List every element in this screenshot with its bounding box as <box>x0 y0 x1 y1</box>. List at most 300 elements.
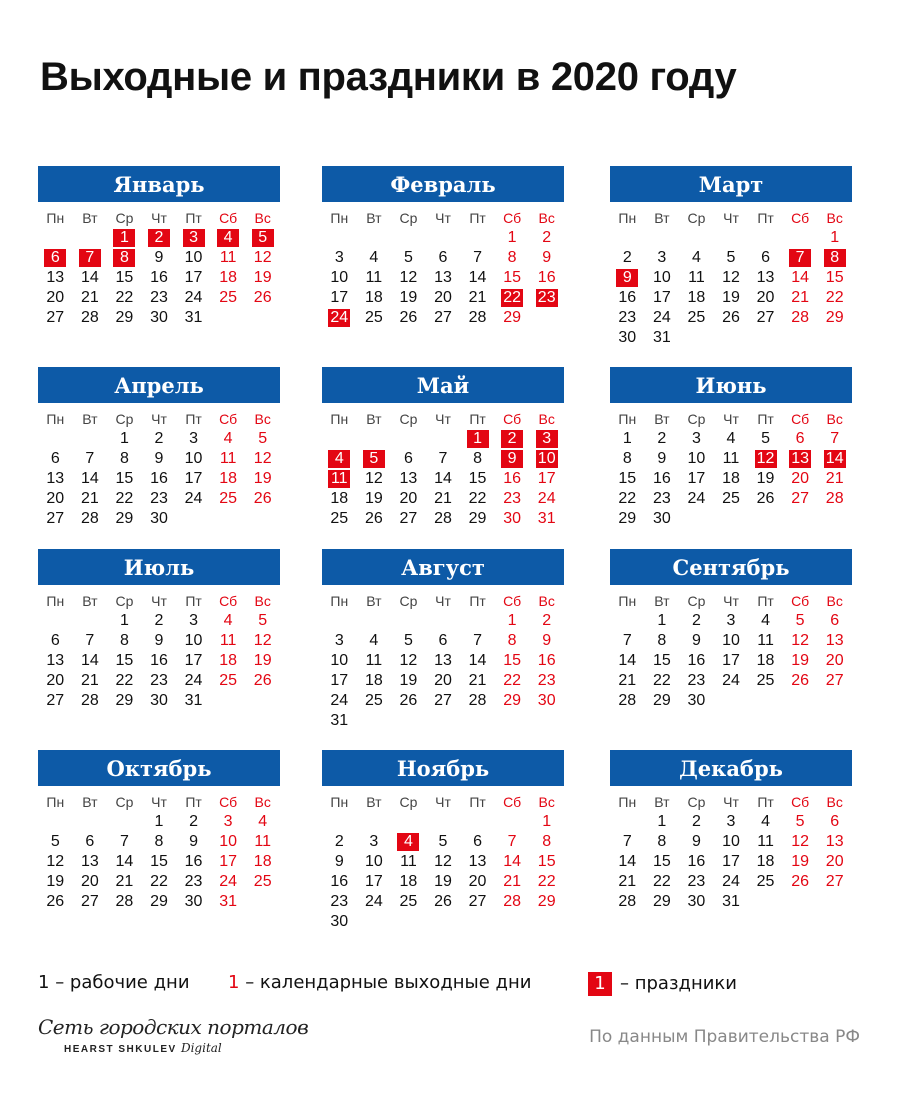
day-number: 18 <box>756 853 775 870</box>
day-number: 21 <box>80 289 99 306</box>
day-number: 19 <box>434 873 452 890</box>
weekend-day <box>817 288 852 308</box>
day-number: 6 <box>830 612 840 629</box>
day-number: 24 <box>184 490 203 507</box>
work-day <box>679 449 714 469</box>
day-number: 15 <box>652 853 671 870</box>
weekday-row <box>38 591 280 611</box>
day-number: 17 <box>722 853 740 870</box>
day-number: 27 <box>80 893 99 910</box>
holiday-day <box>245 228 280 248</box>
weekday-label: Пт <box>185 210 202 226</box>
day-number: 2 <box>501 430 523 448</box>
work-day <box>107 449 142 469</box>
logo-line2-suffix: Digital <box>180 1041 222 1055</box>
day-number: 31 <box>184 309 203 326</box>
work-day <box>426 691 461 711</box>
day-number: 13 <box>434 269 452 286</box>
day-number: 22 <box>652 672 671 689</box>
work-day <box>107 489 142 509</box>
day-number: 12 <box>253 632 272 649</box>
month-block <box>38 367 280 529</box>
work-day <box>142 892 177 912</box>
day-number: 8 <box>542 833 552 850</box>
day-number: 13 <box>46 470 65 487</box>
day-number: 11 <box>328 470 350 488</box>
legend-weekend <box>228 972 531 993</box>
work-day <box>142 489 177 509</box>
day-number: 26 <box>253 289 272 306</box>
work-day <box>357 832 392 852</box>
day-number: 15 <box>537 853 556 870</box>
work-day <box>460 892 495 912</box>
day-number: 17 <box>652 289 671 306</box>
weekend-day <box>495 631 530 651</box>
work-day <box>714 832 749 852</box>
work-day <box>176 651 211 671</box>
weekend-day <box>245 832 280 852</box>
day-number: 13 <box>46 269 65 286</box>
work-day <box>460 248 495 268</box>
weekday-label: Вт <box>82 794 98 810</box>
day-number: 30 <box>652 510 671 527</box>
work-day <box>679 691 714 711</box>
work-day <box>391 509 426 529</box>
work-day <box>357 852 392 872</box>
day-number: 27 <box>399 510 418 527</box>
holiday-day <box>322 308 357 328</box>
weekday-row <box>322 409 564 429</box>
day-number: 6 <box>438 249 448 266</box>
day-number: 4 <box>726 430 736 447</box>
weekend-day <box>783 489 818 509</box>
weekend-day <box>817 852 852 872</box>
month-block <box>322 750 564 932</box>
weekday-label: Вт <box>654 794 670 810</box>
weekend-day <box>211 892 246 912</box>
day-number: 17 <box>184 470 203 487</box>
day-number: 26 <box>791 873 810 890</box>
day-number: 24 <box>328 309 350 327</box>
work-day <box>679 651 714 671</box>
work-day <box>322 691 357 711</box>
work-day <box>426 268 461 288</box>
work-day <box>38 872 73 892</box>
weekday-label: Вт <box>82 411 98 427</box>
empty-cell <box>73 429 108 449</box>
day-number: 2 <box>334 833 344 850</box>
days-grid <box>322 429 564 529</box>
work-day <box>645 832 680 852</box>
day-number: 10 <box>364 853 383 870</box>
day-number: 21 <box>115 873 134 890</box>
day-number: 4 <box>761 612 771 629</box>
logo-line2-main: HEARST SHKULEV <box>64 1044 177 1055</box>
day-number: 17 <box>330 672 349 689</box>
work-day <box>73 308 108 328</box>
day-number: 13 <box>756 269 775 286</box>
work-day <box>714 812 749 832</box>
day-number: 8 <box>657 833 667 850</box>
work-day <box>107 852 142 872</box>
work-day <box>176 308 211 328</box>
weekday-label: Сб <box>219 593 238 609</box>
weekday-label: Сб <box>791 794 810 810</box>
day-number: 9 <box>501 450 523 468</box>
weekend-day <box>529 268 564 288</box>
month-header: Август <box>322 549 564 585</box>
work-day <box>38 651 73 671</box>
day-number: 26 <box>253 490 272 507</box>
day-number: 9 <box>542 632 552 649</box>
month-block <box>38 750 280 912</box>
work-day <box>679 892 714 912</box>
day-number: 14 <box>503 853 522 870</box>
day-number: 23 <box>150 672 168 689</box>
work-day <box>176 288 211 308</box>
weekend-day <box>495 651 530 671</box>
work-day <box>610 892 645 912</box>
work-day <box>142 671 177 691</box>
day-number: 12 <box>722 269 740 286</box>
work-day <box>610 852 645 872</box>
day-number: 25 <box>253 873 272 890</box>
work-day <box>748 671 783 691</box>
work-day <box>748 631 783 651</box>
weekday-label: Пт <box>185 411 202 427</box>
empty-cell <box>426 429 461 449</box>
work-day <box>610 872 645 892</box>
day-number: 21 <box>825 470 844 487</box>
month-header: Май <box>322 367 564 403</box>
empty-cell <box>38 429 73 449</box>
day-number: 9 <box>542 249 552 266</box>
day-number: 7 <box>622 833 632 850</box>
weekday-row <box>322 591 564 611</box>
work-day <box>107 611 142 631</box>
holiday-day <box>529 429 564 449</box>
brand-logo <box>38 1015 309 1065</box>
weekend-day <box>529 671 564 691</box>
work-day <box>714 449 749 469</box>
empty-cell <box>610 611 645 631</box>
day-number: 24 <box>219 873 238 890</box>
work-day <box>679 248 714 268</box>
weekday-label: Пт <box>469 593 486 609</box>
day-number: 29 <box>115 309 134 326</box>
weekend-day <box>495 671 530 691</box>
day-number: 27 <box>756 309 775 326</box>
day-number: 23 <box>330 893 349 910</box>
work-day <box>391 469 426 489</box>
weekday-label: Ср <box>399 593 418 609</box>
day-number: 2 <box>691 612 701 629</box>
weekend-day <box>245 852 280 872</box>
work-day <box>645 611 680 631</box>
day-number: 6 <box>403 450 413 467</box>
empty-cell <box>495 812 530 832</box>
day-number: 30 <box>537 692 556 709</box>
day-number: 26 <box>434 893 452 910</box>
work-day <box>610 328 645 348</box>
day-number: 3 <box>536 430 558 448</box>
work-day <box>107 651 142 671</box>
weekday-row <box>610 409 852 429</box>
work-day <box>645 852 680 872</box>
day-number: 26 <box>364 510 383 527</box>
work-day <box>357 268 392 288</box>
holiday-day <box>783 248 818 268</box>
day-number: 23 <box>687 873 706 890</box>
day-number: 25 <box>219 289 238 306</box>
work-day <box>748 288 783 308</box>
work-day <box>426 489 461 509</box>
day-number: 26 <box>46 893 65 910</box>
day-number: 1 <box>830 229 840 246</box>
day-number: 24 <box>330 692 349 709</box>
work-day <box>426 509 461 529</box>
day-number: 4 <box>691 249 701 266</box>
day-number: 11 <box>219 249 237 266</box>
day-number: 6 <box>438 632 448 649</box>
day-number: 9 <box>616 269 638 287</box>
day-number: 10 <box>722 632 740 649</box>
day-number: 30 <box>687 893 706 910</box>
day-number: 20 <box>791 470 810 487</box>
work-day <box>107 308 142 328</box>
day-number: 4 <box>223 430 233 447</box>
work-day <box>391 892 426 912</box>
day-number: 18 <box>722 470 740 487</box>
day-number: 14 <box>434 470 452 487</box>
work-day <box>714 469 749 489</box>
day-number: 29 <box>115 510 134 527</box>
day-number: 30 <box>503 510 522 527</box>
weekday-label: Вт <box>366 794 382 810</box>
work-day <box>610 691 645 711</box>
day-number: 25 <box>364 692 383 709</box>
work-day <box>142 832 177 852</box>
work-day <box>391 449 426 469</box>
work-day <box>322 509 357 529</box>
month-block <box>322 367 564 529</box>
work-day <box>107 631 142 651</box>
weekday-label: Вс <box>826 794 843 810</box>
weekday-label: Чт <box>151 411 167 427</box>
work-day <box>460 631 495 651</box>
work-day <box>426 631 461 651</box>
day-number: 23 <box>503 490 522 507</box>
work-day <box>357 671 392 691</box>
day-number: 31 <box>184 692 203 709</box>
work-day <box>610 288 645 308</box>
weekend-day <box>783 671 818 691</box>
holiday-day <box>391 832 426 852</box>
day-number: 28 <box>618 692 637 709</box>
weekday-label: Пт <box>757 794 774 810</box>
weekend-day <box>817 429 852 449</box>
day-number: 18 <box>219 652 238 669</box>
work-day <box>38 691 73 711</box>
day-number: 30 <box>150 309 168 326</box>
day-number: 23 <box>537 672 556 689</box>
day-number: 25 <box>219 490 238 507</box>
holiday-day <box>142 228 177 248</box>
weekend-day <box>245 449 280 469</box>
day-number: 12 <box>399 652 418 669</box>
work-day <box>391 691 426 711</box>
work-day <box>679 469 714 489</box>
weekday-label: Чт <box>723 210 739 226</box>
day-number: 7 <box>473 249 483 266</box>
work-day <box>714 308 749 328</box>
work-day <box>679 631 714 651</box>
work-day <box>322 671 357 691</box>
day-number: 19 <box>791 853 810 870</box>
day-number: 10 <box>330 652 349 669</box>
work-day <box>679 268 714 288</box>
empty-cell <box>322 611 357 631</box>
day-number: 6 <box>44 249 66 267</box>
weekday-label: Пн <box>46 411 65 427</box>
day-number: 19 <box>399 672 418 689</box>
weekend-day <box>783 611 818 631</box>
weekend-day <box>817 489 852 509</box>
day-number: 2 <box>691 813 701 830</box>
day-number: 3 <box>334 632 344 649</box>
day-number: 31 <box>537 510 556 527</box>
weekend-day <box>817 228 852 248</box>
work-day <box>391 651 426 671</box>
weekday-row <box>610 591 852 611</box>
day-number: 19 <box>722 289 740 306</box>
weekend-day <box>211 268 246 288</box>
weekday-label: Вт <box>82 210 98 226</box>
weekday-label: Вс <box>254 210 271 226</box>
days-grid <box>610 812 852 912</box>
day-number: 20 <box>434 672 452 689</box>
day-number: 31 <box>722 893 740 910</box>
day-number: 7 <box>507 833 517 850</box>
work-day <box>176 469 211 489</box>
weekday-label: Сб <box>503 411 522 427</box>
day-number: 31 <box>652 329 671 346</box>
work-day <box>645 288 680 308</box>
day-number: 4 <box>761 813 771 830</box>
day-number: 1 <box>113 229 135 247</box>
work-day <box>645 268 680 288</box>
work-day <box>645 489 680 509</box>
work-day <box>679 611 714 631</box>
weekday-label: Чт <box>151 794 167 810</box>
empty-cell <box>38 611 73 631</box>
day-number: 2 <box>542 229 552 246</box>
weekend-day <box>495 268 530 288</box>
weekday-label: Сб <box>219 210 238 226</box>
legend-holiday <box>588 972 737 996</box>
weekday-label: Чт <box>723 593 739 609</box>
day-number: 8 <box>507 632 517 649</box>
work-day <box>142 308 177 328</box>
day-number: 10 <box>536 450 558 468</box>
empty-cell <box>783 228 818 248</box>
day-number: 15 <box>825 269 844 286</box>
day-number: 11 <box>688 269 705 286</box>
empty-cell <box>322 429 357 449</box>
day-number: 25 <box>687 309 706 326</box>
day-number: 6 <box>85 833 95 850</box>
day-number: 5 <box>252 229 274 247</box>
weekend-day <box>817 671 852 691</box>
work-day <box>73 489 108 509</box>
day-number: 18 <box>253 853 272 870</box>
work-day <box>460 288 495 308</box>
empty-cell <box>73 611 108 631</box>
work-day <box>107 671 142 691</box>
work-day <box>142 812 177 832</box>
work-day <box>142 509 177 529</box>
day-number: 13 <box>825 833 844 850</box>
month-header: Июль <box>38 549 280 585</box>
logo-line1: Сеть городских порталов <box>38 1015 309 1039</box>
weekend-day <box>529 832 564 852</box>
day-number: 4 <box>397 833 419 851</box>
weekday-label: Вс <box>254 794 271 810</box>
day-number: 10 <box>184 249 203 266</box>
weekday-label: Чт <box>435 210 451 226</box>
month-block <box>610 750 852 912</box>
day-number: 16 <box>687 652 706 669</box>
weekend-day <box>211 288 246 308</box>
legend-holiday-sample: 1 <box>588 972 612 996</box>
day-number: 18 <box>219 470 238 487</box>
month-block <box>322 166 564 328</box>
day-number: 13 <box>46 652 65 669</box>
weekday-row <box>610 792 852 812</box>
work-day <box>322 288 357 308</box>
weekend-day <box>211 469 246 489</box>
weekday-label: Вс <box>254 593 271 609</box>
work-day <box>645 449 680 469</box>
month-block <box>322 549 564 731</box>
day-number: 22 <box>503 672 522 689</box>
day-number: 9 <box>657 450 667 467</box>
work-day <box>460 671 495 691</box>
work-day <box>748 832 783 852</box>
weekend-day <box>211 449 246 469</box>
weekday-label: Вт <box>366 210 382 226</box>
weekday-label: Ср <box>687 593 706 609</box>
day-number: 24 <box>722 873 740 890</box>
day-number: 7 <box>622 632 632 649</box>
days-grid <box>38 429 280 529</box>
day-number: 1 <box>657 813 667 830</box>
day-number: 6 <box>795 430 805 447</box>
day-number: 20 <box>468 873 487 890</box>
weekend-day <box>783 812 818 832</box>
day-number: 19 <box>399 289 418 306</box>
weekday-label: Ср <box>115 593 134 609</box>
day-number: 1 <box>507 229 517 246</box>
day-number: 3 <box>726 612 736 629</box>
day-number: 16 <box>537 652 556 669</box>
day-number: 16 <box>503 470 522 487</box>
weekend-day <box>211 248 246 268</box>
day-number: 5 <box>438 833 448 850</box>
legend-workday-text: – рабочие дни <box>55 972 190 993</box>
work-day <box>322 268 357 288</box>
work-day <box>38 489 73 509</box>
